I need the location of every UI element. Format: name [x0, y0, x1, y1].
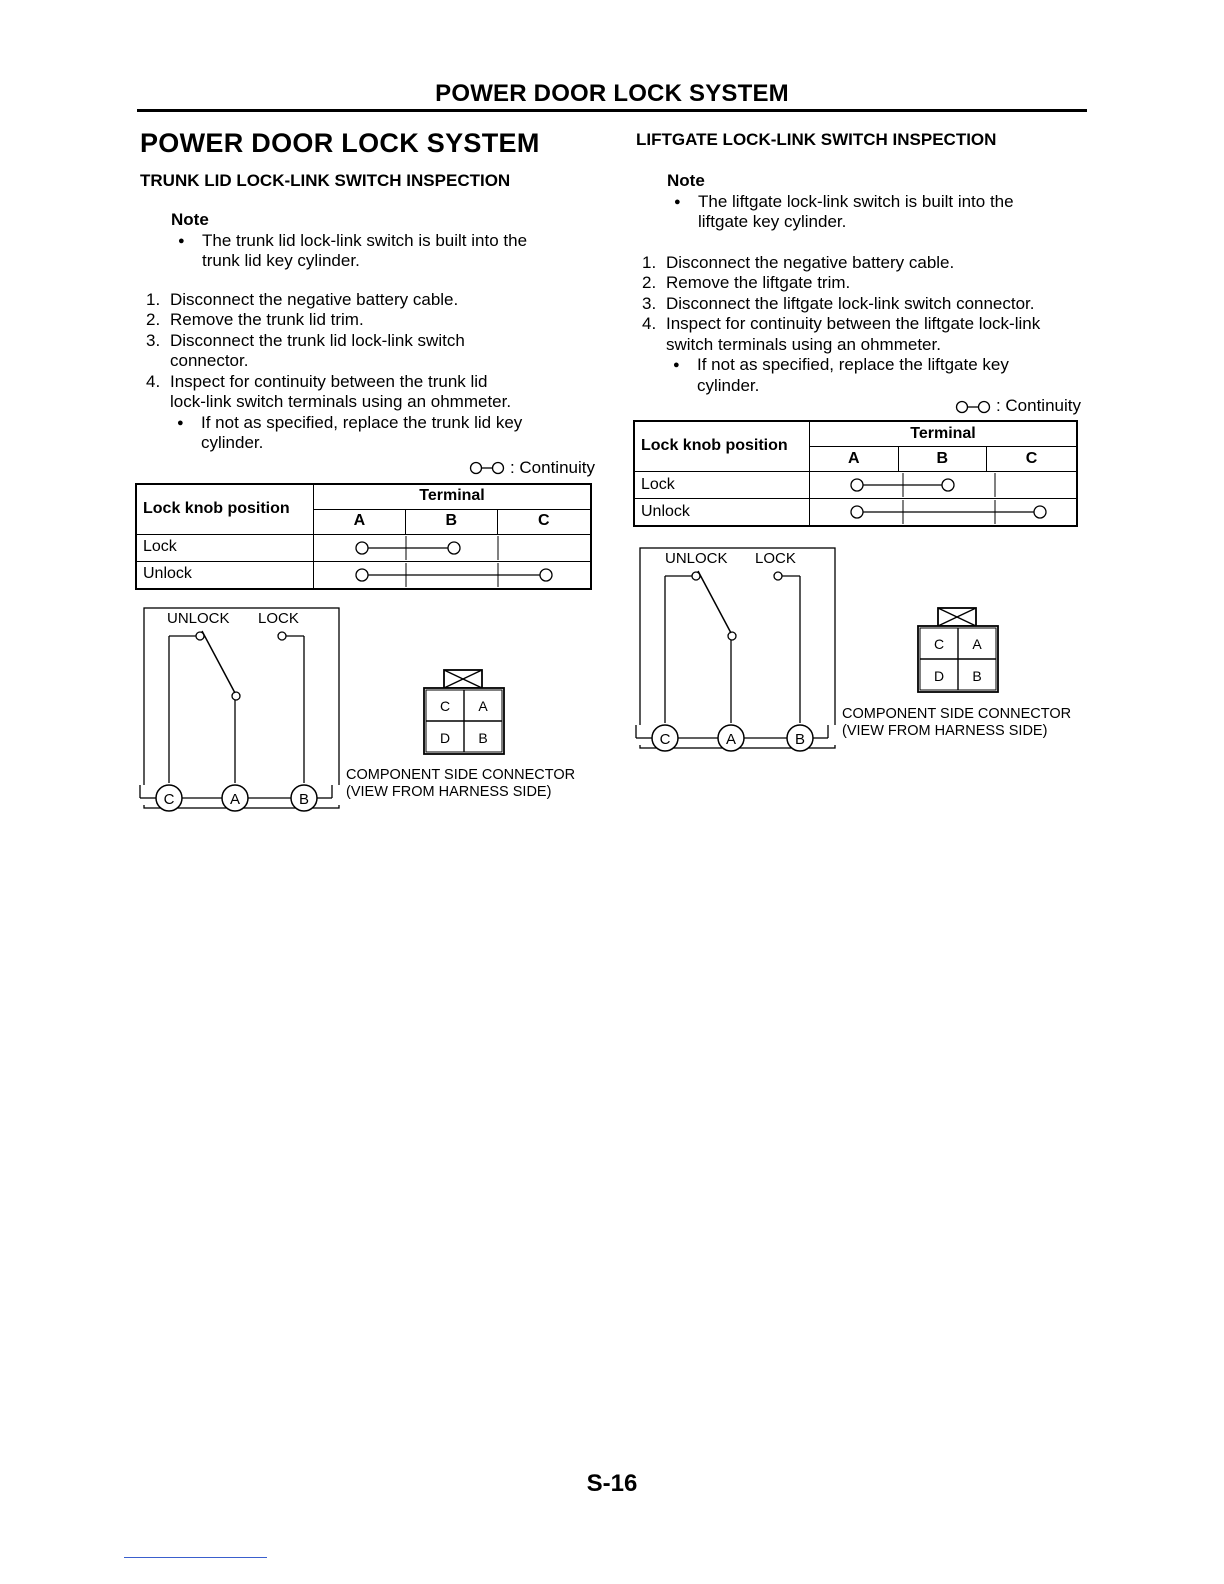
continuity-a-c-icon	[810, 500, 1076, 524]
caption-line: COMPONENT SIDE CONNECTOR	[346, 767, 576, 783]
step-item	[636, 294, 1081, 315]
lock-continuity	[810, 472, 1078, 499]
step-text: Disconnect the trunk lid lock-link switch	[170, 330, 465, 350]
right-column	[636, 126, 1081, 527]
row-label: Unlock	[634, 499, 810, 527]
step-number: 4.	[146, 371, 161, 391]
terminal-b-label: B	[794, 731, 806, 748]
liftgate-connector-diagram	[914, 605, 1004, 697]
row-label: Unlock	[136, 561, 314, 589]
replace-bullet	[636, 355, 1081, 396]
unlock-continuity	[314, 561, 592, 589]
header-rule	[137, 109, 1087, 112]
liftgate-switch-diagram	[632, 545, 842, 760]
step-item	[636, 253, 1081, 274]
note-line: trunk lid key cylinder.	[202, 251, 360, 270]
caption-line: (VIEW FROM HARNESS SIDE)	[346, 784, 552, 800]
note-bullet	[636, 192, 1081, 233]
replace-bullet	[140, 413, 595, 454]
running-header: POWER DOOR LOCK SYSTEM	[435, 80, 789, 107]
connector-cell-d: D	[933, 668, 945, 684]
connector-cell-c: C	[439, 698, 451, 714]
note-line: ● The trunk lid lock-link switch is built into the	[202, 230, 528, 250]
step-number: 3.	[146, 330, 161, 350]
liftgate-connector-caption	[842, 706, 1071, 740]
lock-continuity	[314, 534, 592, 561]
continuity-a-b-icon	[810, 473, 1076, 497]
col-position: Lock knob position	[136, 484, 314, 535]
terminal-b-header: B	[405, 509, 497, 534]
col-terminal: Terminal	[810, 421, 1078, 447]
continuity-symbol-icon	[469, 461, 505, 475]
liftgate-heading: LIFTGATE LOCK-LINK SWITCH INSPECTION	[636, 130, 997, 149]
continuity-symbol-icon	[955, 400, 991, 414]
terminal-c-header: C	[497, 509, 591, 534]
terminal-a-header: A	[314, 509, 406, 534]
step-item	[140, 310, 595, 331]
connector-cell-c: C	[933, 636, 945, 652]
lock-label: LOCK	[755, 550, 796, 567]
step-number: 2.	[146, 310, 161, 329]
step-item	[140, 331, 595, 372]
note-bullet	[140, 231, 595, 272]
continuity-a-c-icon	[314, 563, 590, 587]
connector-cell-a: A	[972, 636, 982, 652]
table-row	[136, 534, 591, 561]
unlock-label: UNLOCK	[665, 550, 728, 567]
step-text: switch terminals using an ohmmeter.	[666, 334, 941, 354]
step-text: Disconnect the liftgate lock-link switch connector.	[666, 293, 1035, 313]
unlock-continuity	[810, 499, 1078, 527]
bullet-text: cylinder.	[201, 433, 264, 452]
trunk-switch-diagram	[136, 605, 346, 820]
step-text: Remove the liftgate trim.	[666, 273, 851, 292]
legend-text: : Continuity	[509, 457, 595, 477]
footer-rule	[124, 1557, 267, 1558]
trunk-continuity-table	[135, 483, 592, 590]
bullet-text: ● If not as specified, replace the trunk lid key	[201, 412, 523, 432]
step-text: lock-link switch terminals using an ohmmeter.	[170, 392, 512, 411]
connector-cell-a: A	[478, 698, 488, 714]
step-number: 4.	[642, 314, 657, 333]
step-text: Disconnect the negative battery cable.	[170, 289, 459, 309]
row-label: Lock	[136, 534, 314, 561]
terminal-a-label: A	[229, 791, 241, 808]
steps-list	[140, 290, 595, 413]
continuity-a-b-icon	[314, 536, 590, 560]
step-text: Inspect for continuity between the liftgate lock-link	[666, 314, 1041, 333]
col-position: Lock knob position	[634, 421, 810, 472]
terminal-c-label: C	[163, 791, 175, 808]
continuity-legend	[636, 396, 1081, 416]
col-terminal: Terminal	[314, 484, 592, 510]
lock-label: LOCK	[258, 610, 299, 627]
bullet-text: cylinder.	[697, 375, 760, 395]
step-number: 1.	[642, 252, 657, 272]
table-row	[634, 499, 1077, 527]
step-item	[140, 290, 595, 311]
page-number: S-16	[586, 1470, 638, 1497]
terminal-c-header: C	[987, 447, 1078, 472]
terminal-a-label: A	[725, 731, 737, 748]
step-item	[636, 314, 1081, 355]
terminal-a-header: A	[810, 447, 899, 472]
step-text: connector.	[170, 351, 249, 370]
caption-line: COMPONENT SIDE CONNECTOR	[842, 706, 1072, 722]
step-text: Inspect for continuity between the trunk lid	[170, 371, 488, 391]
table-row	[634, 472, 1077, 499]
caption-line: (VIEW FROM HARNESS SIDE)	[842, 723, 1048, 739]
step-item	[140, 372, 595, 413]
row-label: Lock	[634, 472, 810, 499]
step-text: Disconnect the negative battery cable.	[666, 252, 955, 272]
trunk-connector-diagram	[420, 667, 510, 759]
trunk-connector-caption	[346, 767, 575, 801]
bullet-text: ● If not as specified, replace the liftgate key	[697, 355, 1009, 374]
left-column	[140, 126, 595, 590]
legend-text: : Continuity	[995, 396, 1081, 415]
note-line: liftgate key cylinder.	[698, 212, 847, 231]
connector-cell-d: D	[439, 730, 451, 746]
connector-cell-b: B	[972, 668, 982, 684]
terminal-b-label: B	[298, 791, 310, 808]
section-title: POWER DOOR LOCK SYSTEM	[140, 128, 540, 158]
step-number: 2.	[642, 273, 657, 292]
unlock-label: UNLOCK	[167, 610, 230, 627]
step-number: 1.	[146, 289, 161, 309]
note-label: Note	[171, 210, 209, 229]
terminal-c-label: C	[659, 731, 671, 748]
step-number: 3.	[642, 293, 657, 313]
step-text: Remove the trunk lid trim.	[170, 310, 364, 329]
note-label: Note	[667, 171, 705, 190]
note-line: ● The liftgate lock-link switch is built into the	[698, 191, 1014, 211]
liftgate-continuity-table	[633, 420, 1078, 527]
continuity-legend	[140, 458, 595, 478]
connector-cell-b: B	[478, 730, 488, 746]
table-row	[136, 561, 591, 589]
trunk-lid-heading: TRUNK LID LOCK-LINK SWITCH INSPECTION	[140, 171, 511, 190]
step-item	[636, 273, 1081, 294]
terminal-b-header: B	[898, 447, 987, 472]
steps-list	[636, 253, 1081, 356]
